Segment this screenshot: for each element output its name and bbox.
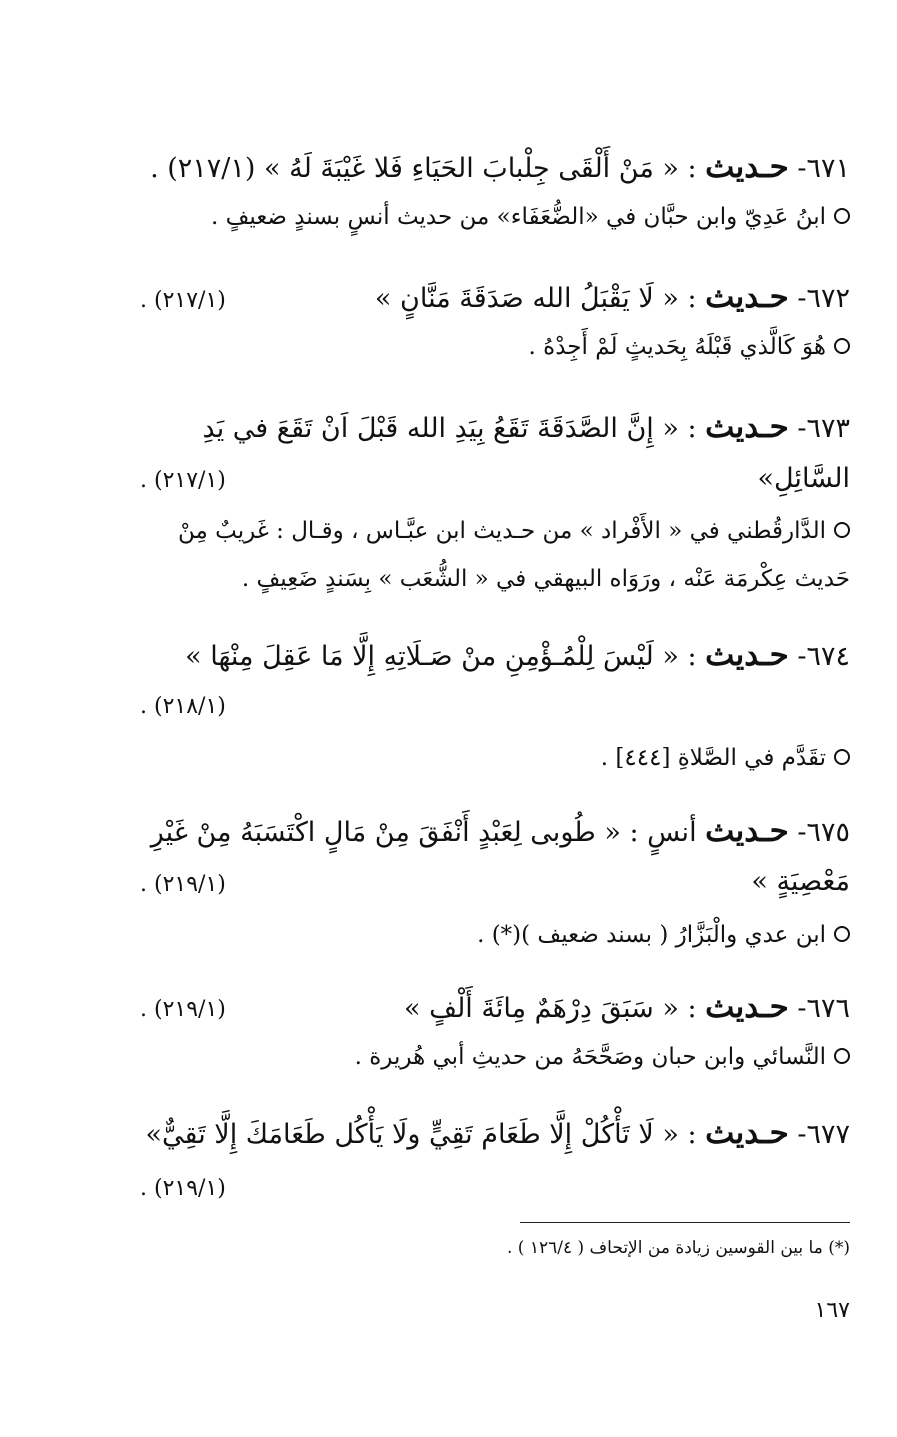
circle-bullet-icon [834, 926, 850, 942]
hadith-keyword: حـديث [705, 409, 789, 445]
hadith-keyword: حـديث [705, 149, 789, 185]
page-number: ١٦٧ [814, 1298, 850, 1323]
hadith-number: ٦٧٧ [806, 1119, 850, 1150]
circle-bullet-icon [834, 749, 850, 765]
hadith-673-comment [140, 520, 850, 543]
footnote-divider [520, 1222, 850, 1223]
hadith-673-comment-2: حَديث عِكْرمَة عَنْه ، ورَوَاه البيهقي في « الشُّعَب » بِسَندٍ ضَعِيفٍ . [241, 566, 850, 592]
hadith-672-comment [140, 336, 850, 359]
hadith-text: : « مَنْ أَلْقَى جِلْبابَ الحَيَاءِ فَلا غَيْبَةَ لَهُ » (٢١٧/١) . [150, 153, 697, 184]
comment-text: الدَّارقُطني في « الأَفْراد » من حـديث ابن عبَّـاس ، وقـال : غَريبٌ مِنْ [177, 518, 826, 544]
hadith-keyword: حـديث [705, 1115, 789, 1151]
hadith-674-line: ٦٧٤- حـديث : « لَيْسَ لِلْمُـؤْمِنِ منْ صَـلَاتِهِ إِلَّا مَا عَقِلَ مِنْهَا » [185, 637, 850, 673]
hadith-676-line: ٦٧٦- حـديث : « سَبَقَ دِرْهَمٌ مِائَةَ أَلْفٍ » [404, 989, 850, 1025]
hadith-675-comment [140, 924, 850, 947]
hadith-text: : « سَبَقَ دِرْهَمٌ مِائَةَ أَلْفٍ » [404, 993, 697, 1024]
comment-text: ابن عدي والْبَزَّارُ ( بسند ضعيف )(*) . [477, 922, 826, 948]
hadith-673-line: ٦٧٣- حـديث : « إِنَّ الصَّدَقَةَ تَقَعُ بِيَدِ الله قَبْلَ اَنْ تَقَعَ في يَدِ [202, 409, 850, 445]
footnote: (*) ما بين القوسين زيادة من الإتحاف ( ١٢٦/٤ ) . [507, 1238, 850, 1258]
hadith-677-line: ٦٧٧- حـديث : « لَا تَأْكُلْ إِلَّا طَعَامَ تَقِيٍّ ولَا يَأْكُل طَعَامَكَ إِلَّا تَقِيٌّ» [145, 1115, 850, 1151]
hadith-672-ref: (٢١٧/١) . [140, 288, 226, 313]
hadith-number: ٦٧٦ [806, 993, 850, 1024]
hadith-keyword: حـديث [705, 637, 789, 673]
hadith-673-line-2: السَّائِلِ» [757, 463, 850, 494]
hadith-number: ٦٧٥ [806, 817, 850, 848]
hadith-text: : « لَيْسَ لِلْمُـؤْمِنِ منْ صَـلَاتِهِ إِلَّا مَا عَقِلَ مِنْهَا » [185, 641, 697, 672]
hadith-671-line: ٦٧١- حـديث : « مَنْ أَلْقَى جِلْبابَ الحَيَاءِ فَلا غَيْبَةَ لَهُ » (٢١٧/١) . [150, 149, 850, 185]
hadith-675-line: ٦٧٥- حـديث أنسٍ : « طُوبى لِعَبْدٍ أَنْفَقَ مِنْ مَالٍ اكْتَسَبَهُ مِنْ غَيْرِ [150, 813, 850, 849]
hadith-number: ٦٧٣ [806, 413, 850, 444]
hadith-675-ref: (٢١٩/١) . [140, 872, 226, 897]
comment-text: النَّسائي وابن حبان وصَحَّحَهُ من حديثِ أبي هُريرة . [354, 1044, 826, 1070]
hadith-number: ٦٧٢ [806, 283, 850, 314]
book-page [140, 0, 850, 1437]
hadith-677-ref: (٢١٩/١) . [140, 1176, 226, 1201]
hadith-keyword: حـديث [705, 813, 789, 849]
hadith-text: : « إِنَّ الصَّدَقَةَ تَقَعُ بِيَدِ الله قَبْلَ اَنْ تَقَعَ في يَدِ [202, 413, 697, 444]
hadith-text: : « لَا تَأْكُلْ إِلَّا طَعَامَ تَقِيٍّ ولَا يَأْكُل طَعَامَكَ إِلَّا تَقِيٌّ» [145, 1119, 697, 1150]
hadith-673-ref: (٢١٧/١) . [140, 468, 226, 493]
hadith-text: : « لَا يَقْبَلُ الله صَدَقَةَ مَنَّانٍ » [374, 283, 697, 314]
hadith-674-ref: (٢١٨/١) . [140, 694, 226, 719]
comment-text: هُوَ كَالَّذي قَبْلَهُ بِحَديثٍ لَمْ أَجِدْهُ . [528, 334, 826, 360]
hadith-671-comment [140, 206, 850, 229]
circle-bullet-icon [834, 338, 850, 354]
hadith-672-line: ٦٧٢- حـديث : « لَا يَقْبَلُ الله صَدَقَةَ مَنَّانٍ » [374, 279, 850, 315]
circle-bullet-icon [834, 208, 850, 224]
hadith-keyword: حـديث [705, 279, 789, 315]
hadith-number: ٦٧١ [806, 153, 850, 184]
hadith-keyword: حـديث [705, 989, 789, 1025]
comment-text: تقَدَّم في الصَّلاةِ [٤٤٤] . [600, 745, 826, 771]
hadith-number: ٦٧٤ [806, 641, 850, 672]
hadith-675-line-2: مَعْصِيَةٍ » [751, 866, 850, 897]
circle-bullet-icon [834, 522, 850, 538]
circle-bullet-icon [834, 1048, 850, 1064]
hadith-text: أنسٍ : « طُوبى لِعَبْدٍ أَنْفَقَ مِنْ مَالٍ اكْتَسَبَهُ مِنْ غَيْرِ [150, 817, 697, 848]
hadith-676-comment [140, 1046, 850, 1069]
comment-text: ابنُ عَدِيّ وابن حبَّان في «الضُّعَفَاء» من حديث أنسٍ بسندٍ ضعيفٍ . [210, 204, 826, 230]
hadith-674-comment [140, 747, 850, 770]
hadith-676-ref: (٢١٩/١) . [140, 997, 226, 1022]
